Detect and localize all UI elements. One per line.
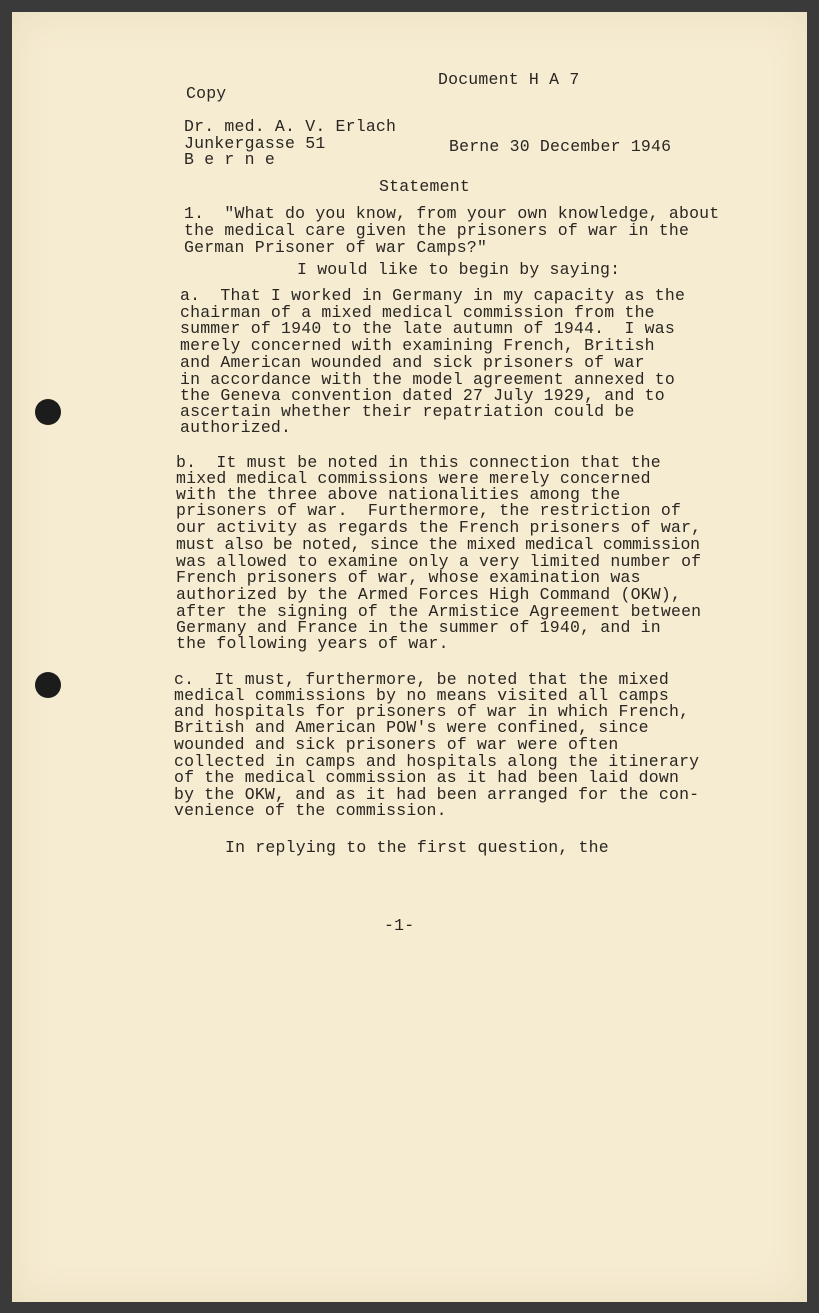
text-line: by the OKW, and as it had been arranged for the con- — [174, 785, 700, 804]
text-line: must also be noted, since the mixed medical commission — [176, 535, 700, 554]
text-line: after the signing of the Armistice Agreement between — [176, 602, 702, 621]
text-line: authorized by the Armed Forces High Command (OKW), — [176, 585, 682, 604]
text-line: mixed medical commissions were merely concerned — [176, 469, 651, 488]
text-line: French prisoners of war, whose examination was — [176, 568, 641, 587]
text-line: the medical care given the prisoners of war in the — [184, 221, 690, 240]
text-line: b. It must be noted in this connection that the — [176, 453, 661, 472]
text-line: merely concerned with examining French, British — [180, 336, 655, 355]
punch-hole-bottom — [35, 672, 61, 698]
text-line: summer of 1940 to the late autumn of 1944. I was — [180, 319, 675, 338]
text-line: wounded and sick prisoners of war were often — [174, 735, 619, 754]
text-line: authorized. — [180, 418, 292, 437]
sender-street: Junkergasse 51 — [184, 134, 326, 153]
text-line: was allowed to examine only a very limited number of — [176, 552, 702, 571]
text-line: medical commissions by no means visited all camps — [174, 686, 669, 705]
text-line: the Geneva convention dated 27 July 1929, and to — [180, 386, 665, 405]
text-line: chairman of a mixed medical commission from the — [180, 303, 655, 322]
sender-city: B e r n e — [184, 150, 275, 169]
text-line: the following years of war. — [176, 634, 449, 653]
sender-name: Dr. med. A. V. Erlach — [184, 117, 397, 136]
text-line: British and American POW's were confined, since — [174, 718, 649, 737]
text-line: German Prisoner of war Camps?" — [184, 238, 488, 257]
text-line: ascertain whether their repatriation could be — [180, 402, 635, 421]
letter-date: Berne 30 December 1946 — [449, 137, 672, 156]
text-line: in accordance with the model agreement annexed to — [180, 370, 675, 389]
text-line: our activity as regards the French prisoners of war, — [176, 518, 702, 537]
page-number: -1- — [384, 916, 415, 935]
statement-heading: Statement — [379, 177, 470, 196]
text-line: with the three above nationalities among the — [176, 485, 621, 504]
document-id: Document H A 7 — [438, 70, 580, 89]
text-line: a. That I worked in Germany in my capacity as the — [180, 286, 686, 305]
copy-label: Copy — [186, 84, 227, 103]
closing-line: In replying to the first question, the — [225, 838, 609, 857]
text-line: Germany and France in the summer of 1940, and in — [176, 618, 661, 637]
text-line: collected in camps and hospitals along the itinerary — [174, 752, 700, 771]
text-line: prisoners of war. Furthermore, the restriction of — [176, 501, 682, 520]
text-line: and American wounded and sick prisoners of war — [180, 353, 645, 372]
intro-line: I would like to begin by saying: — [297, 260, 621, 279]
text-line: and hospitals for prisoners of war in which French, — [174, 702, 690, 721]
text-line: c. It must, furthermore, be noted that the mixed — [174, 670, 669, 689]
text-line: venience of the commission. — [174, 801, 447, 820]
text-line: of the medical commission as it had been laid down — [174, 768, 680, 787]
punch-hole-top — [35, 399, 61, 425]
text-line: 1. "What do you know, from your own knowledge, about — [184, 204, 720, 223]
